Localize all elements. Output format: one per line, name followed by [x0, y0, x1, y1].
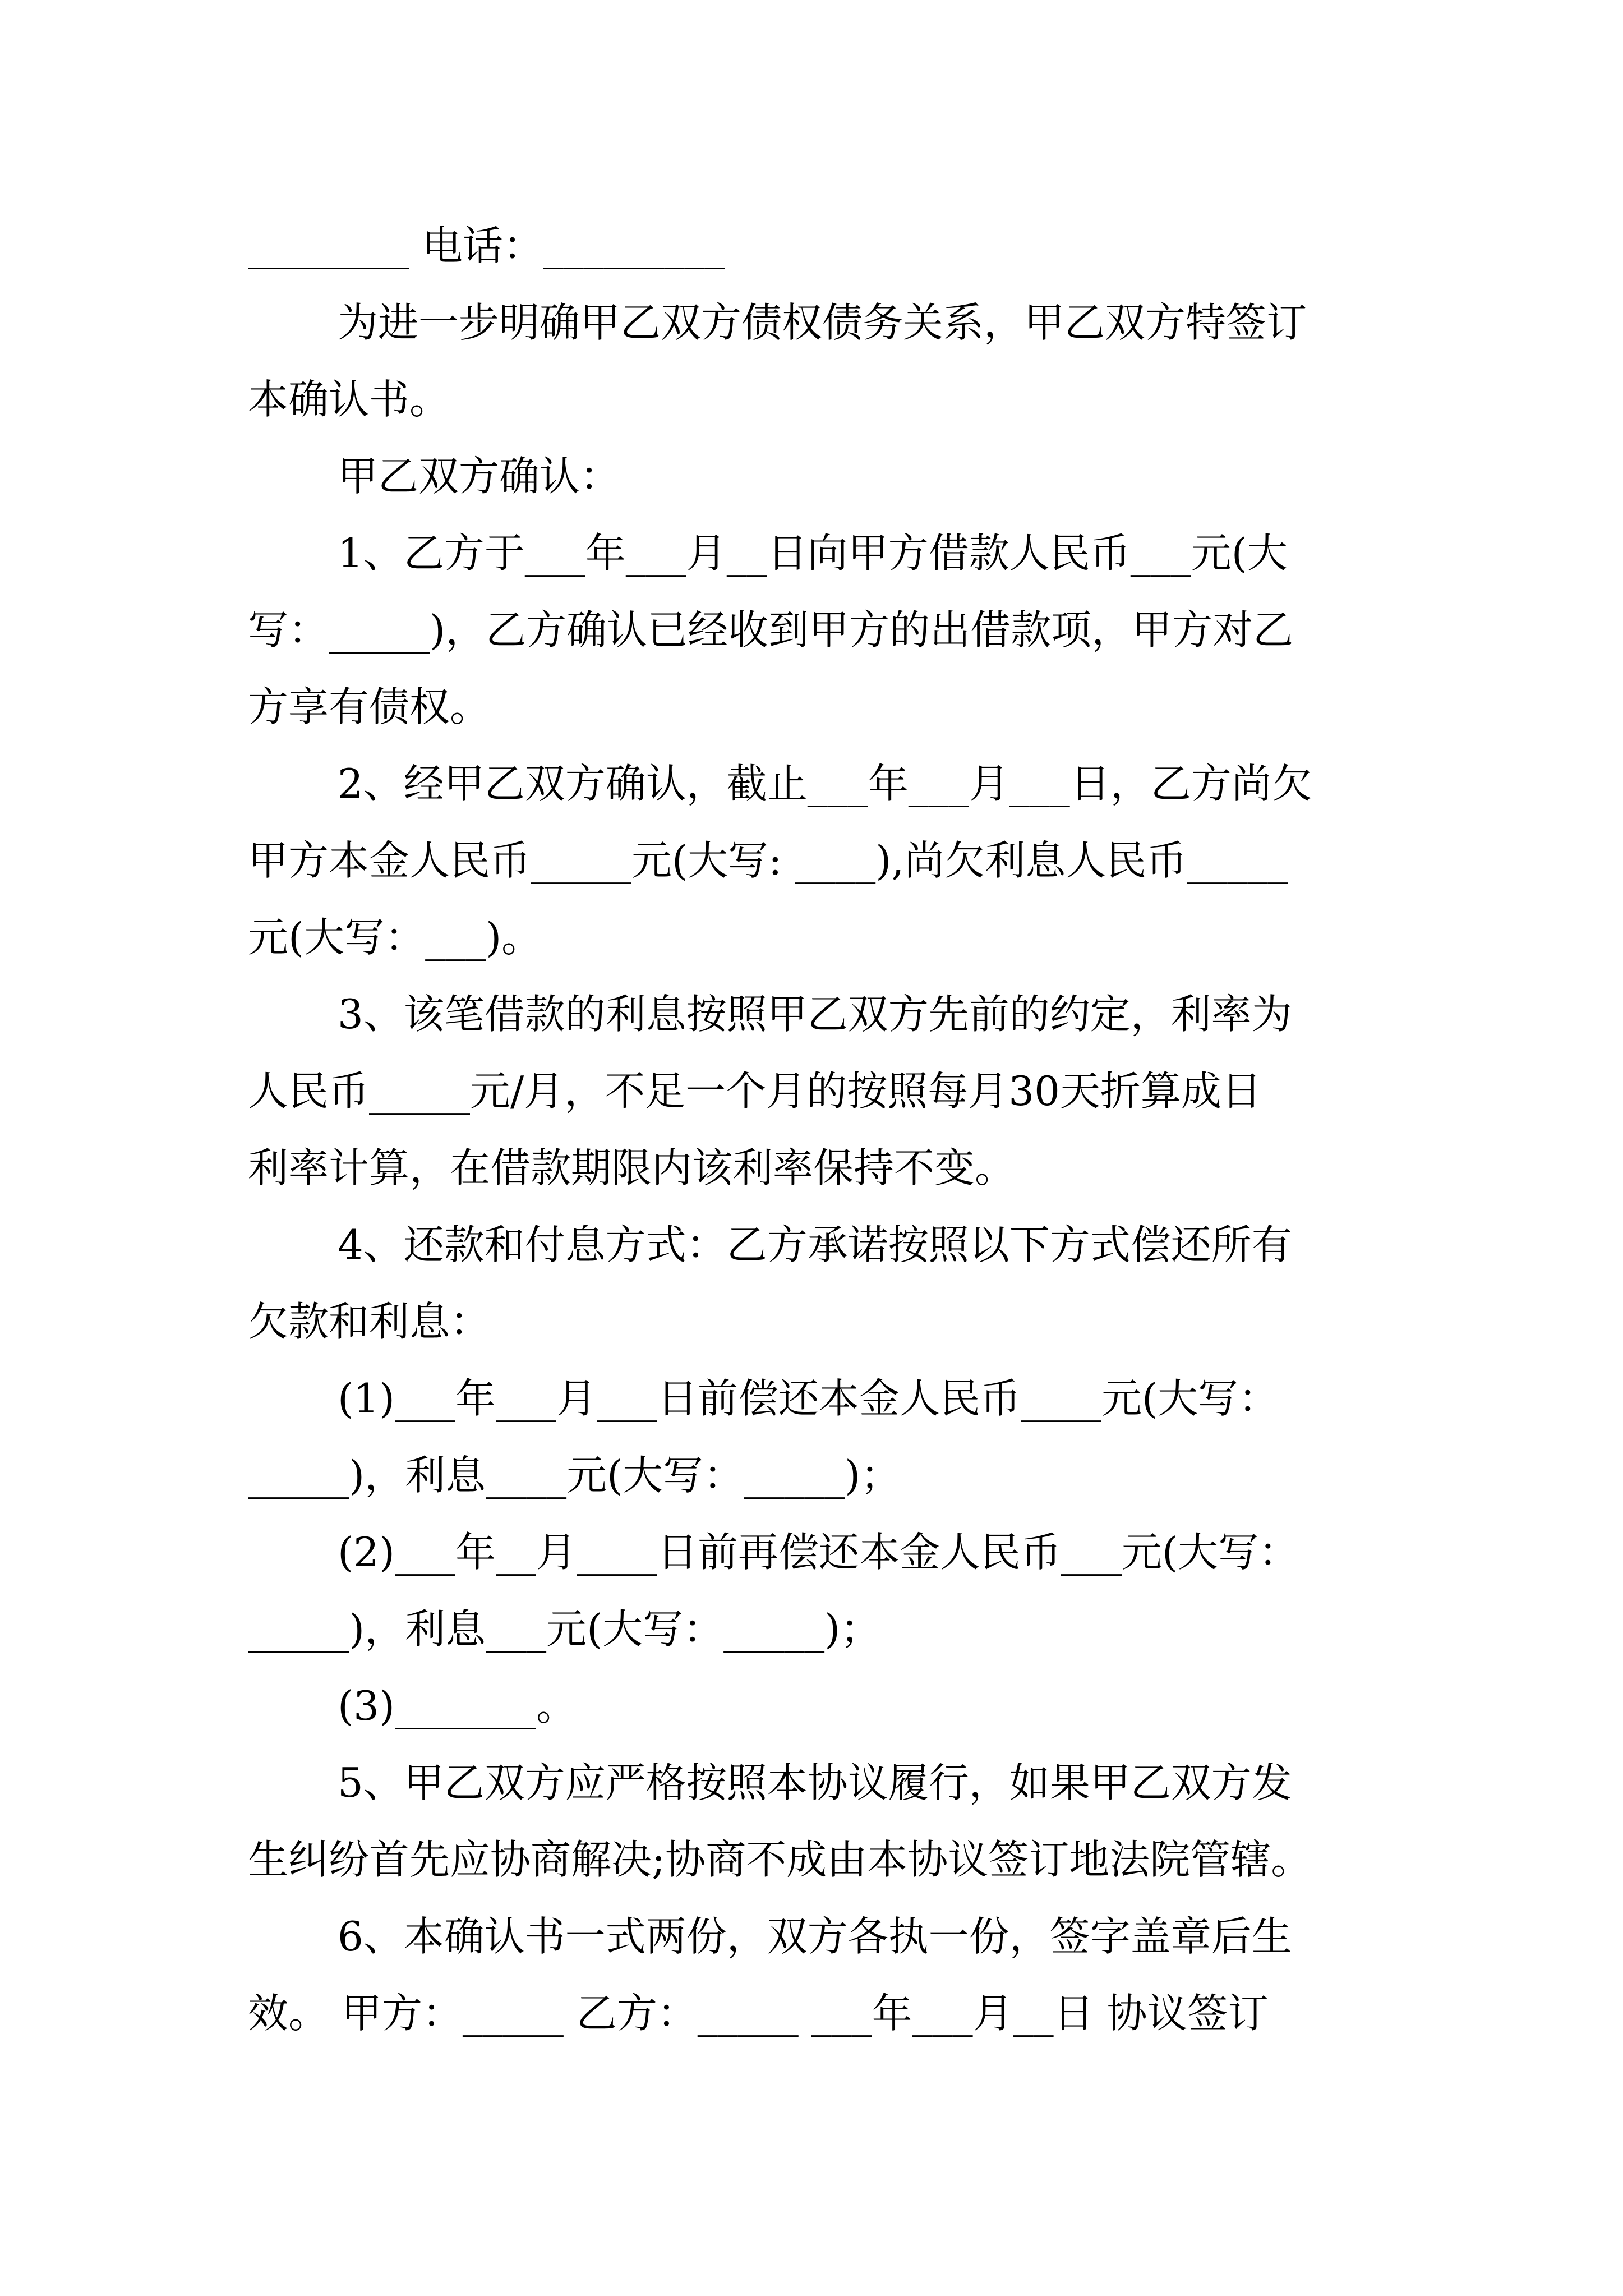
clause-1-cont: 写：_____)，乙方确认已经收到甲方的出借款项，甲方对乙 — [248, 606, 1294, 654]
signature-line: 效。 甲方：_____ 乙方：_____ ___年___月__日 协议签订 — [248, 1990, 1269, 2037]
sub-clause-1-cont: _____)，利息____元(大写：_____)； — [248, 1452, 901, 1499]
clause-2-cont: 元(大写：___)。 — [248, 914, 542, 961]
clause-2-cont: 甲方本金人民币_____元(大写: ____),尚欠利息人民币_____ — [248, 837, 1288, 884]
clause-3: 3、该笔借款的利息按照甲乙双方先前的约定，利率为 — [338, 991, 1292, 1038]
clause-3-cont: 人民币_____元/月，不足一个月的按照每月30天折算成日 — [248, 1068, 1262, 1115]
clause-4: 4、还款和付息方式：乙方承诺按照以下方式偿还所有 — [338, 1221, 1292, 1268]
document-body — [248, 208, 1375, 2052]
sub-clause-2-cont: _____)，利息___元(大写：_____)； — [248, 1605, 881, 1653]
clause-1-cont: 方享有债权。 — [248, 683, 491, 730]
sub-clause-1: (1)___年___月___日前偿还本金人民币____元(大写： — [338, 1375, 1279, 1422]
clause-2: 2、经甲乙双方确认，截止___年___月___日，乙方尚欠 — [338, 760, 1312, 807]
contact-line: ________ 电话：_________ — [248, 222, 725, 269]
sub-clause-3: (3)_______。 — [338, 1682, 577, 1729]
clause-4-cont: 欠款和利息： — [248, 1298, 491, 1345]
clause-3-cont: 利率计算，在借款期限内该利率保持不变。 — [248, 1144, 1016, 1191]
intro-line-cont: 本确认书。 — [248, 376, 450, 423]
clause-5-cont: 生纠纷首先应协商解决;协商不成由本协议签订地法院管辖。 — [248, 1836, 1312, 1883]
intro-line: 为进一步明确甲乙双方债权债务关系，甲乙双方特签订 — [338, 299, 1307, 346]
confirm-heading: 甲乙双方确认： — [338, 453, 621, 500]
sub-clause-2: (2)___年__月____日前再偿还本金人民币___元(大写： — [338, 1529, 1299, 1576]
clause-1: 1、乙方于___年___月__日向甲方借款人民币___元(大 — [338, 530, 1288, 577]
clause-5: 5、甲乙双方应严格按照本协议履行，如果甲乙双方发 — [338, 1759, 1292, 1806]
clause-6: 6、本确认书一式两份，双方各执一份，签字盖章后生 — [338, 1913, 1292, 1960]
